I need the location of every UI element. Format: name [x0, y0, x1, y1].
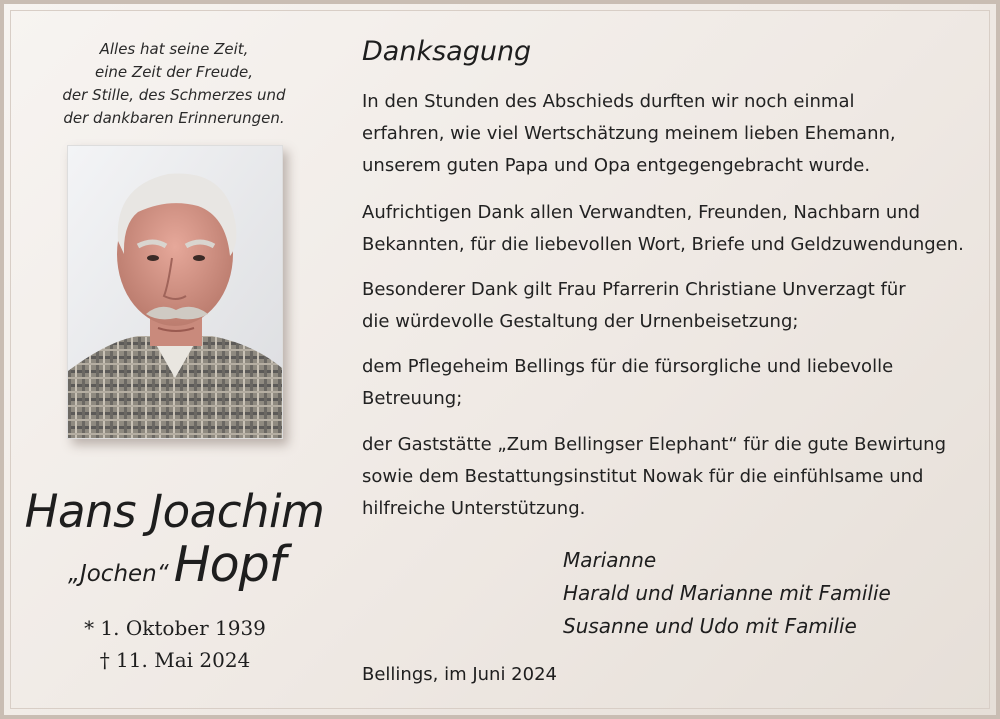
text-line: der Gaststätte „Zum Bellingser Elephant“ für die gute Bewirtung [362, 434, 947, 455]
place-date: Bellings, im Juni 2024 [362, 664, 557, 685]
text-line: hilfreiche Unterstützung. [362, 498, 586, 519]
signature-line: Harald und Marianne mit Familie [563, 581, 891, 605]
deceased-last-name: Hopf [173, 536, 285, 593]
paragraph-care-home [362, 351, 893, 415]
motto-quote [44, 38, 304, 130]
text-line: die würdevolle Gestaltung der Urnenbeisetzung; [362, 311, 799, 332]
motto-line: der Stille, des Schmerzes und [62, 86, 286, 104]
death-date: † 11. Mai 2024 [99, 648, 251, 672]
portrait-illustration [68, 146, 282, 438]
text-line: Aufrichtigen Dank allen Verwandten, Freunden, Nachbarn und [362, 202, 921, 223]
portrait-photo [67, 145, 283, 439]
life-dates [44, 612, 306, 676]
motto-line: Alles hat seine Zeit, [99, 40, 249, 58]
text-line: Besonderer Dank gilt Frau Pfarrerin Christiane Unverzagt für [362, 279, 906, 300]
page-title: Danksagung [362, 36, 532, 67]
text-line: dem Pflegeheim Bellings für die fürsorgliche und liebevolle [362, 356, 894, 377]
paragraph-pastor [362, 274, 906, 338]
motto-line: der dankbaren Erinnerungen. [63, 109, 285, 127]
paragraph-relatives [362, 197, 964, 261]
signatures [563, 544, 891, 643]
paragraph-restaurant [362, 429, 946, 525]
paragraph-intro [362, 86, 896, 182]
signature-line: Marianne [563, 548, 657, 572]
text-line: Bekannten, für die liebevollen Wort, Briefe und Geldzuwendungen. [362, 234, 964, 255]
text-line: sowie dem Bestattungsinstitut Nowak für die einfühlsame und [362, 466, 924, 487]
text-line: Betreuung; [362, 388, 463, 409]
birth-date: * 1. Oktober 1939 [84, 616, 266, 640]
text-line: erfahren, wie viel Wertschätzung meinem lieben Ehemann, [362, 123, 896, 144]
deceased-nickname: „Jochen“ [68, 561, 169, 587]
text-line: In den Stunden des Abschieds durften wir noch einmal [362, 91, 855, 112]
deceased-first-names: Hans Joachim [24, 485, 325, 538]
motto-line: eine Zeit der Freude, [95, 63, 253, 81]
text-line: unserem guten Papa und Opa entgegengebracht wurde. [362, 155, 871, 176]
deceased-name-line [44, 536, 309, 593]
signature-line: Susanne und Udo mit Familie [563, 614, 857, 638]
